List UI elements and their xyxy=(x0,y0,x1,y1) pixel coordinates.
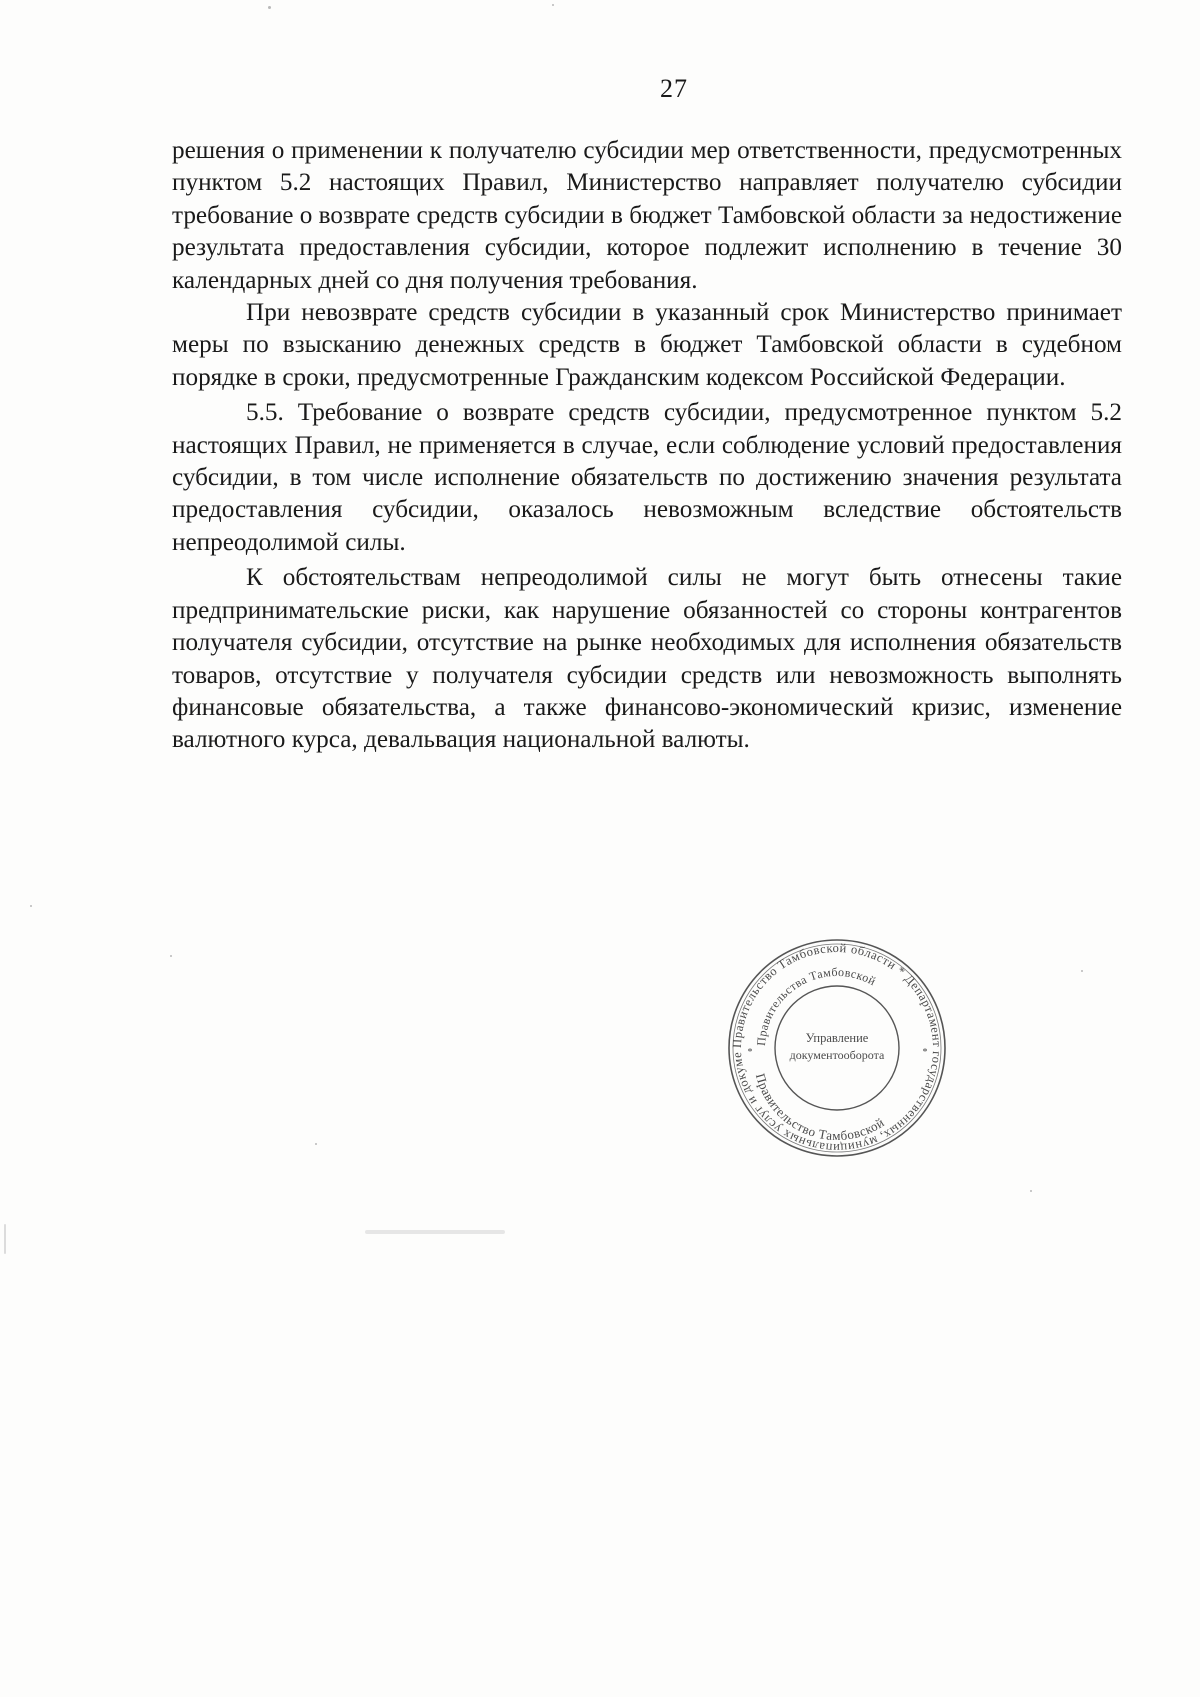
seal-center-line-1: Управление xyxy=(805,1031,869,1045)
scan-speck xyxy=(315,1143,317,1145)
seal-graphic xyxy=(726,937,948,1159)
seal-bottom-text: Правительство Тамбовской xyxy=(752,1071,888,1144)
scan-speck xyxy=(268,6,271,9)
scan-speck xyxy=(30,905,32,907)
official-seal-stamp xyxy=(726,937,948,1159)
paragraph-force-majeure: К обстоятельствам непреодолимой силы не могут быть отнесены такие предпринимательские риски, как нарушение обязанностей со стороны контрагентов получателя субсидии, отсутствие на рынке необходимых для исполнения обязательств товаров, отсутствие у получателя субсидии средств или невозможность выполнять финансовые обязательства, а также финансово-экономический кризис, изменение валютного курса, девальвация национальной валюты. xyxy=(172,564,1122,754)
document-body xyxy=(172,135,1122,757)
paragraph-continuation: решения о применении к получателю субсидии мер ответственности, предусмотренных пунктом 5.2 настоящих Правил, Министерство направляет получателю субсидии требование о возврате средств субсидии в бюджет Тамбовской области за недостижение результата предоставления субсидии, которое подлежит исполнению в течение 30 календарных дней со дня получения требования. xyxy=(172,137,1122,294)
paragraph-non-return: При невозврате средств субсидии в указанный срок Министерство принимает меры по взысканию денежных средств в бюджет Тамбовской области в судебном порядке в сроки, предусмотренные Гражданским кодексом Российской Федерации. xyxy=(172,299,1122,391)
seal-outer-text: Правительство Тамбовской области * Департамент государственных, муниципальных услуг и докуме xyxy=(729,940,945,1156)
scan-speck xyxy=(170,955,172,957)
seal-star-left: * xyxy=(747,1047,753,1058)
paragraph-clause-5-5: 5.5. Требование о возврате средств субсидии, предусмотренное пунктом 5.2 настоящих Правил, не применяется в случае, если соблюдение условий предоставления субсидии, в том числе исполнение обязательств по достижению значения результата предоставления субсидии, оказалось невозможным вследствие обстоятельств непреодолимой силы. xyxy=(172,399,1122,556)
seal-center-line-2: документооборота xyxy=(789,1048,885,1062)
scan-speck xyxy=(1081,970,1083,972)
scan-speck xyxy=(365,1230,505,1234)
seal-star-right: * xyxy=(922,1047,928,1058)
scan-speck xyxy=(1030,1190,1032,1192)
seal-inner-text: Правительства Тамбовской xyxy=(753,964,879,1047)
page-number: 27 xyxy=(660,74,688,103)
scan-speck xyxy=(552,4,554,6)
scan-speck xyxy=(4,1224,6,1254)
